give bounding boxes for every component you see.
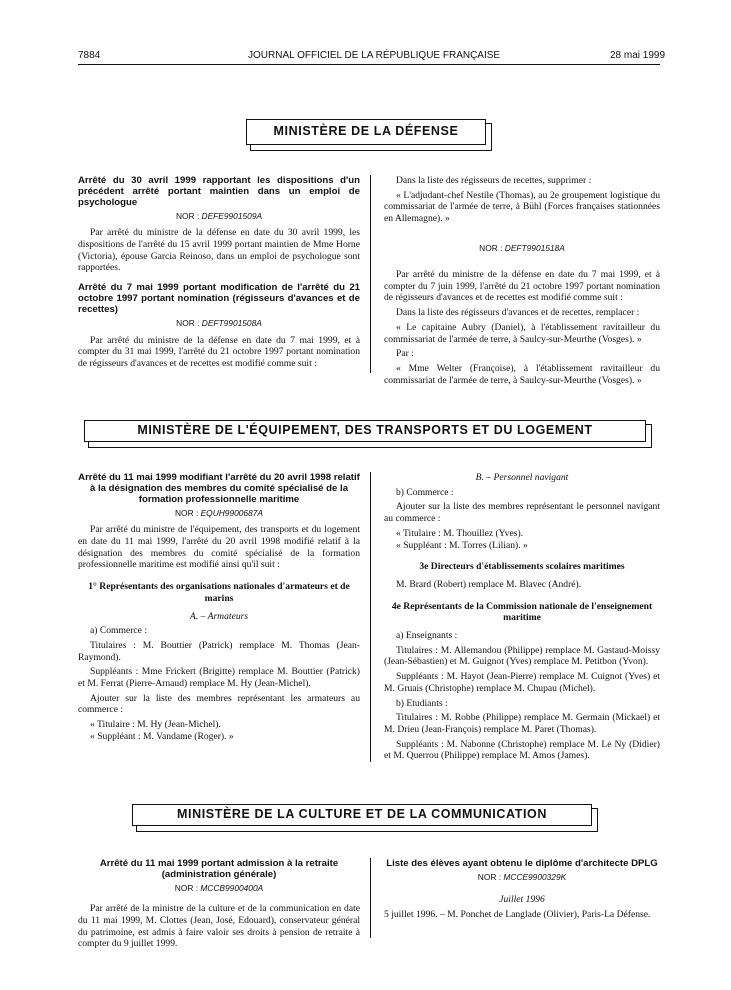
defense-arrete2-text: Par arrêté du ministre de la défense en date du 7 mai 1999, et à compter du 31 mai 1999, l'arrêté du 21 octobre 1997 portant nomination de régisseurs d'avances et de recettes est modifié comme suit : [78,334,360,369]
defense-right-column [384,175,660,389]
page-number: 7884 [78,50,101,61]
member-line: Titulaires : M. Allemandou (Philippe) remplace M. Gastaud-Moissy (Jean-Sébastien) et M. Guignot (Yves) remplace M. Petitbon (Yvon). [384,644,660,668]
defense-text: « Mme Welter (Françoise), à l'établissement ravitailleur du commissariat de l'armée de terre, à Saulcy-sur-Meurthe (Vosges). » [384,362,660,386]
section-heading: 4e Représentants de la Commission nationale de l'enseignement maritime [391,600,653,624]
category-label: a) Enseignants : [396,630,458,642]
member-line: Ajouter sur la liste des membres représentant le personnel navigant au commerce : [384,501,660,525]
member-line: « Suppléant : M. Torres (Lilian). » [396,539,528,551]
ministry-equipement-box [88,424,652,448]
defense-left-column [78,175,360,373]
defense-text: Dans la liste des régisseurs d'avances et de recettes, remplacer : [396,307,640,319]
category-label: a) Commerce : [90,625,148,637]
category-label: b) Commerce : [396,486,454,498]
culture-arrete-nor: NOR : MCCB9900400A [174,883,264,894]
header-rule [78,64,660,65]
member-line: Suppléants : M. Hayot (Jean-Pierre) remplace M. Cuignot (Yves) et M. Gruais (Christophe) remplace M. Chupau (Michel). [384,671,660,694]
culture-left-column [78,858,360,953]
member-line: « Suppléant : M. Vandame (Roger). » [90,730,234,742]
defense-text: Par : [396,348,414,360]
ministry-equipement-title: MINISTÈRE DE L'ÉQUIPEMENT, DES TRANSPORTS ET DU LOGEMENT [137,423,593,438]
running-header [0,50,731,64]
equipement-arrete-nor: NOR : EQUH9900687A [175,508,263,519]
culture-list-title: Liste des élèves ayant obtenu le diplôme d'architecte DPLG [386,858,658,869]
defense-arrete1-text: Par arrêté du ministre de la défense en date du 30 avril 1999, les dispositions de l'arrêté du 15 avril 1999 portant maintien de Mme Horne (Victoria), épouse Garcia Reinoso, dans un emploi de psychologue sont rapportées. [78,227,360,274]
defense-arrete2-title: Arrêté du 7 mai 1999 portant modification de l'arrêté du 21 octobre 1997 portant nomination (régisseurs d'avances et de recettes) [78,282,360,316]
member-line: « Titulaire : M. Thouillez (Yves). [396,527,524,539]
culture-right-column [384,858,660,924]
column-divider [370,858,371,938]
journal-title: JOURNAL OFFICIEL DE LA RÉPUBLIQUE FRANÇAISE [248,50,501,61]
member-line: Suppléants : M. Nabonne (Christophe) remplace M. Le Ny (Didier) et M. Querrou (Philippe) remplace M. Amos (James). [384,738,660,762]
column-divider [370,175,371,373]
subsection-heading: B. – Personnel navigant [475,472,569,483]
culture-list-nor: NOR : MCCE9900329K [477,872,567,883]
culture-arrete-text: Par arrêté de la ministre de la culture et de la communication en date du 11 mai 1999, M. Clottes (Jean, José, Edouard), conservateur général du patrimoine, est admis à faire valoir ses droits à pension de retraite à compter du 9 juillet 1999. [78,903,360,950]
defense-arrete1-title: Arrêté du 30 avril 1999 rapportant les dispositions d'un précédent arrêté portant maintien dans un emploi de psychologue [78,175,360,209]
section-heading: 3e Directeurs d'établissements scolaires maritimes [419,561,625,573]
column-divider [370,472,371,762]
defense-arrete1-nor: NOR : DEFE9901509A [175,211,263,222]
ministry-defense-box [250,123,492,151]
member-line: Ajouter sur la liste des membres représentant les armateurs au commerce : [78,692,360,716]
member-line: « Titulaire : M. Hy (Jean-Michel). [90,719,221,731]
section-heading: 1° Représentants des organisations nationales d'armateurs et de marins [88,581,350,604]
subsection-heading: A. – Armateurs [189,610,249,622]
equipement-right-column [384,472,660,765]
culture-arrete-title: Arrêté du 11 mai 1999 portant admission à la retraite (administration générale) [99,858,339,881]
culture-list-month: Juillet 1996 [499,894,545,906]
ministry-culture-box [136,808,598,832]
equipement-arrete-title: Arrêté du 11 mai 1999 modifiant l'arrêté du 20 avril 1998 relatif à la désignation des membres du comité spécialisé de la formation professionnelle maritime [78,472,360,506]
category-label: b) Etudiants : [396,697,448,709]
issue-date: 28 mai 1999 [610,50,666,61]
member-line: Titulaires : M. Bouttier (Patrick) remplace M. Thomas (Jean-Raymond). [78,639,360,663]
defense-text: « L'adjudant-chef Nestile (Thomas), au 2e groupement logistique du commissariat de l'armée de terre, à Bühl (Forces françaises stationnées en Allemagne). » [384,189,660,225]
equipement-left-column [78,472,360,746]
ministry-culture-title: MINISTÈRE DE LA CULTURE ET DE LA COMMUNICATION [177,807,547,822]
defense-text: Dans la liste des régisseurs de recettes, supprimer : [396,175,592,186]
member-line: Suppléants : Mme Frickert (Brigitte) remplace M. Bouttier (Patrick) et M. Ferrat (Pierre-Arnaud) remplace M. Hy (Jean-Michel). [78,666,360,690]
member-line: M. Brard (Robert) remplace M. Blavec (André). [396,578,582,590]
member-line: Titulaires : M. Robbe (Philippe) remplace M. Germain (Mickael) et M. Drieu (Jean-François) remplace M. Paret (Thomas). [384,712,660,735]
defense-text: « Le capitaine Aubry (Daniel), à l'établissement ravitailleur du commissariat de l'armée de terre, à Saulcy-sur-Meurthe (Vosges). » [384,321,660,345]
defense-text: Par arrêté du ministre de la défense en date du 7 mai 1999, et à compter du 7 juin 1999, l'arrêté du 21 octobre 1997 portant nomination de régisseurs d'avances et de recettes est modifié comme suit : [384,269,660,304]
defense-arrete3-nor: NOR : DEFT9901518A [479,242,565,253]
culture-list-entry: 5 juillet 1996. – M. Ponchet de Langlade (Olivier), Paris-La Défense. [384,908,651,920]
ministry-defense-title: MINISTÈRE DE LA DÉFENSE [273,124,459,139]
defense-arrete2-nor: NOR : DEFT9901508A [176,318,262,329]
equipement-intro: Par arrêté du ministre de l'équipement, des transports et du logement en date du 11 mai 1999, l'arrêté du 20 avril 1998 modifié relatif à la désignation des membres du comité spécialisé de la formation professionnelle maritime est modifié ainsi qu'il suit : [78,524,360,571]
